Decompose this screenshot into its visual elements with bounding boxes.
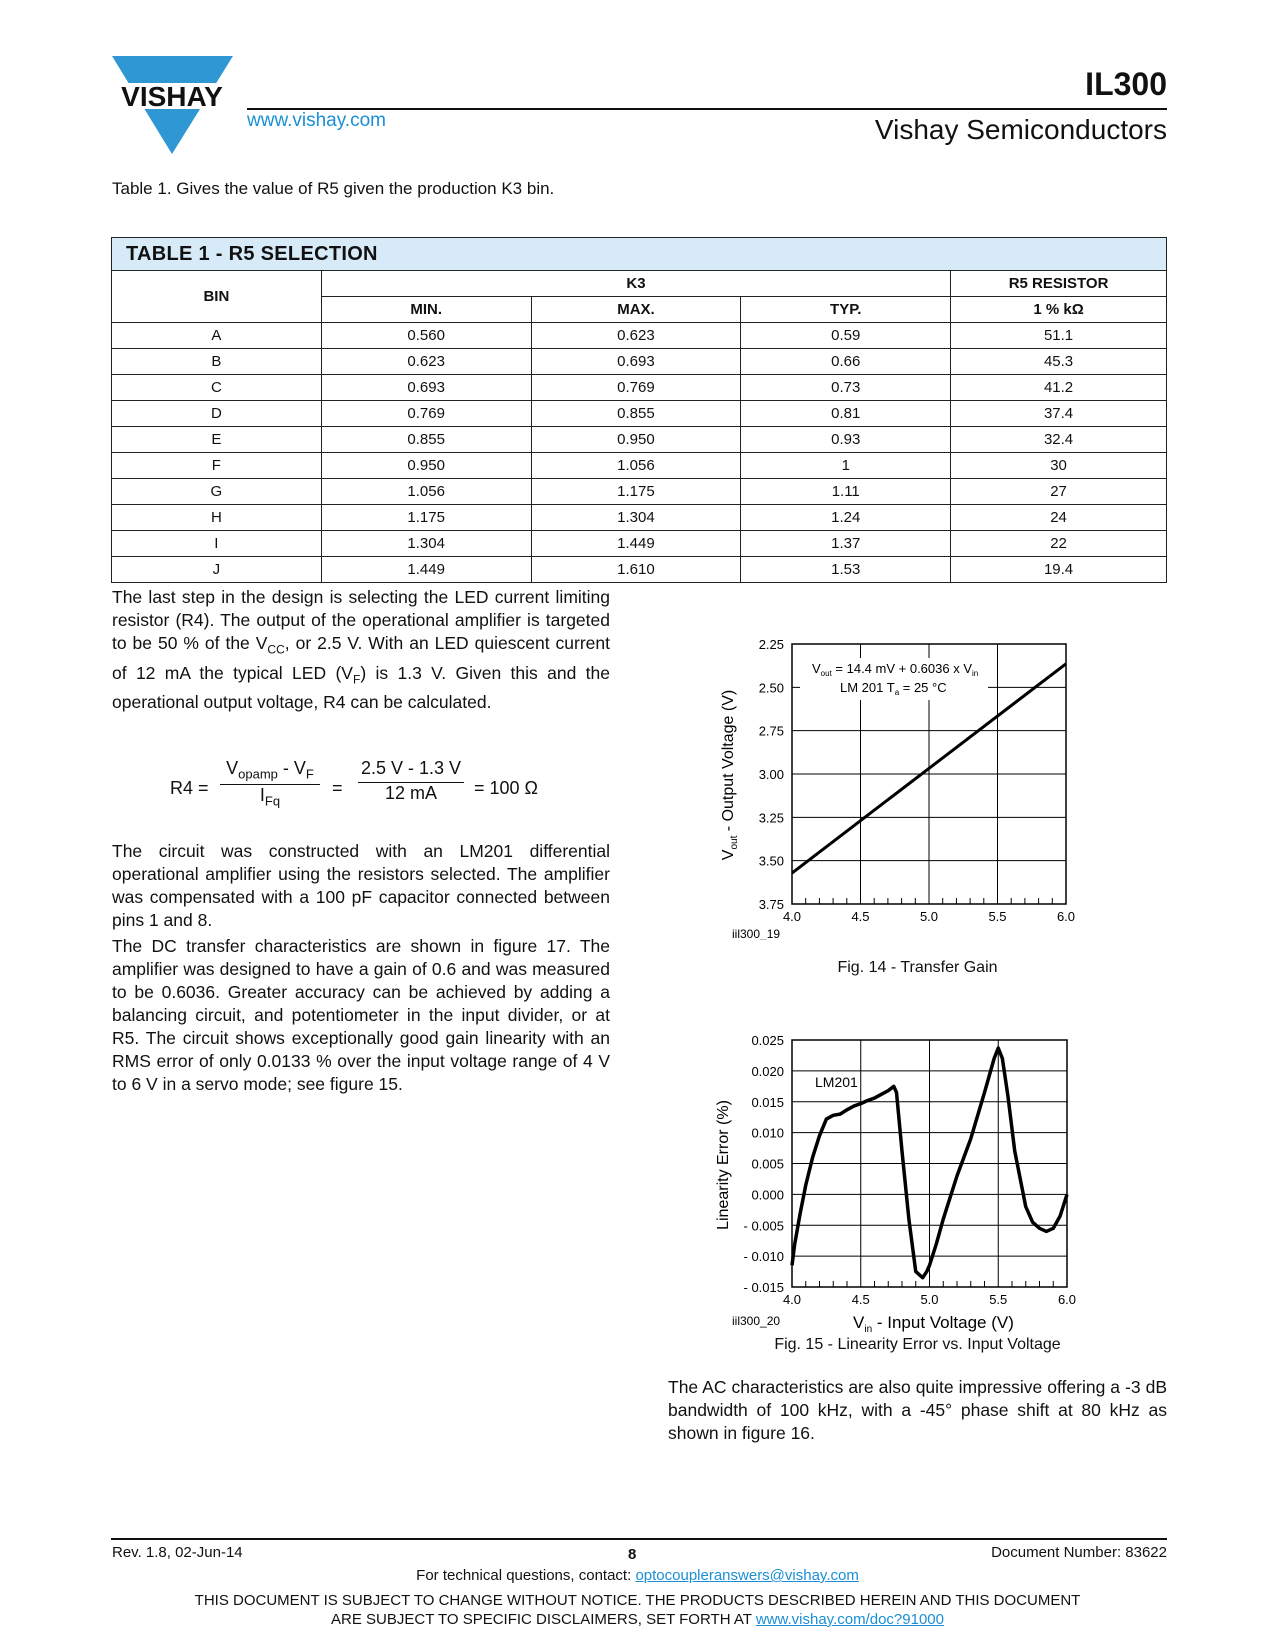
cell-max: 0.950 [531, 427, 741, 453]
r4-equation: R4 = $V_{opamp} - V_F$ $I_{Fq}$ = 2.5 V - 1.3 V 12 mA = 100 Ω [170, 758, 539, 809]
x-tick-label: 4.0 [782, 909, 802, 924]
cell-bin: J [112, 557, 322, 583]
fig15-caption: Fig. 15 - Linearity Error vs. Input Voltage [774, 1336, 1061, 1353]
vishay-logo-triangle-icon [110, 56, 235, 156]
y-tick-label: 0.005 [751, 1156, 784, 1172]
cell-min: 0.950 [321, 453, 531, 479]
cell-typ: 1.37 [741, 531, 951, 557]
cell-bin: A [112, 323, 322, 349]
fig15-y-axis-label: Linearity Error (%) [715, 1100, 732, 1230]
table-row [112, 375, 1167, 401]
table-row [112, 427, 1167, 453]
footer-contact: For technical questions, contact: optocoupleranswers@vishay.com [416, 1567, 859, 1584]
paragraph-ac-characteristics: The AC characteristics are also quite impressive offering a -3 dB bandwidth of 100 kHz, with a -45° phase shift at 80 kHz as shown in figure 16. [668, 1377, 1167, 1443]
table-row [112, 557, 1167, 583]
cell-bin: G [112, 479, 322, 505]
x-tick-label: 5.0 [920, 1292, 939, 1307]
cell-r5: 37.4 [951, 401, 1167, 427]
cell-r5: 27 [951, 479, 1167, 505]
cell-r5: 51.1 [951, 323, 1167, 349]
cell-bin: H [112, 505, 322, 531]
table-row [112, 323, 1167, 349]
fig15-chart [700, 1030, 1120, 1335]
cell-r5: 22 [951, 531, 1167, 557]
col-min: MIN. [321, 297, 531, 323]
footer-doc-number: Document Number: 83622 [991, 1544, 1167, 1561]
x-tick-label: 6.0 [1057, 1292, 1077, 1307]
y-tick-label: 2.25 [758, 637, 784, 652]
fig14-caption: Fig. 14 - Transfer Gain [837, 959, 998, 976]
fig14-y-axis-label: $V_{out}$ - Output Voltage (V) [720, 689, 740, 861]
fig15-x-axis-label: $V_{in}$ - Input Voltage (V) [853, 1313, 1014, 1335]
footer-disclaimer-2: ARE SUBJECT TO SPECIFIC DISCLAIMERS, SET FORTH AT www.vishay.com/doc?91000 [331, 1611, 944, 1628]
cell-bin: D [112, 401, 322, 427]
cell-bin: C [112, 375, 322, 401]
y-tick-label: 3.75 [758, 897, 784, 912]
cell-min: 0.855 [321, 427, 531, 453]
cell-max: 0.769 [531, 375, 741, 401]
cell-typ: 1.53 [741, 557, 951, 583]
footer-disclaimer-1: THIS DOCUMENT IS SUBJECT TO CHANGE WITHOUT NOTICE. THE PRODUCTS DESCRIBED HEREIN AND THIS DOCUMENT [194, 1592, 1081, 1609]
cell-min: 1.056 [321, 479, 531, 505]
y-tick-label: 0.015 [751, 1094, 784, 1110]
cell-r5: 19.4 [951, 557, 1167, 583]
col-k3: K3 [321, 271, 950, 297]
footer-rule [111, 1538, 1167, 1540]
paragraph-led-resistor: The last step in the design is selecting the LED current limiting resistor (R4). The output of the operational amplifier is targeted to be 50 % of the $V_{CC}$, or 2.5 V. With an LED quiescent current of 12 mA the typical LED $(V_F)$ is 1.3 V. Given this and the operational output voltage, R4 can be calculated. [112, 587, 610, 712]
cell-max: 0.693 [531, 349, 741, 375]
r5-selection-table [111, 237, 1167, 583]
cell-bin: E [112, 427, 322, 453]
table-row [112, 349, 1167, 375]
col-typ: TYP. [741, 297, 951, 323]
y-tick-label: 3.00 [758, 767, 784, 782]
cell-typ: 0.81 [741, 401, 951, 427]
x-tick-label: 5.5 [989, 1292, 1008, 1307]
x-tick-label: 5.5 [988, 909, 1007, 924]
col-unit: 1 % kΩ [951, 297, 1167, 323]
x-tick-label: 4.5 [851, 1292, 870, 1307]
cell-max: 1.304 [531, 505, 741, 531]
cell-min: 0.623 [321, 349, 531, 375]
y-tick-label: 3.25 [758, 810, 784, 826]
y-tick-label: 0.020 [751, 1063, 784, 1079]
fig14-chart [700, 630, 1100, 940]
y-tick-label: 0.010 [751, 1125, 784, 1141]
cell-typ: 0.59 [741, 323, 951, 349]
footer-page-number: 8 [628, 1546, 637, 1563]
cell-bin: B [112, 349, 322, 375]
footer-email-link[interactable]: optocoupleranswers@vishay.com [635, 1567, 859, 1584]
header-url-link[interactable]: www.vishay.com [247, 110, 387, 131]
cell-r5: 30 [951, 453, 1167, 479]
fig14-code: iil300_19 [732, 927, 781, 940]
cell-typ: 1.11 [741, 479, 951, 505]
table-row [112, 401, 1167, 427]
fig15-code: iil300_20 [732, 1314, 781, 1328]
table-row [112, 505, 1167, 531]
cell-max: 1.056 [531, 453, 741, 479]
y-tick-label: - 0.005 [743, 1218, 784, 1234]
company-name: Vishay Semiconductors [874, 114, 1167, 145]
intro-text: Table 1. Gives the value of R5 given the production K3 bin. [112, 179, 555, 198]
cell-r5: 41.2 [951, 375, 1167, 401]
fig14-annotation-condition: LM 201 $T_a = 25$ °C [840, 680, 947, 697]
cell-typ: 0.93 [741, 427, 951, 453]
cell-r5: 24 [951, 505, 1167, 531]
paragraph-dc-transfer: The DC transfer characteristics are shown in figure 17. The amplifier was designed to have a gain of 0.6 and was measured to be 0.6036. Greater accuracy can be achieved by adding a balancing circuit, and potentiometer in the input divider, or at R5. The circuit shows exceptionally good gain linearity with an RMS error of only 0.0133 % over the input voltage range of 4 V to 6 V in a servo mode; see figure 15. [112, 936, 610, 1094]
footer-revision: Rev. 1.8, 02-Jun-14 [112, 1544, 243, 1561]
logo-text: VISHAY [121, 81, 223, 112]
cell-min: 0.693 [321, 375, 531, 401]
y-tick-label: 2.50 [758, 680, 784, 696]
cell-min: 1.304 [321, 531, 531, 557]
x-tick-label: 4.5 [851, 909, 870, 924]
cell-typ: 0.66 [741, 349, 951, 375]
cell-max: 1.449 [531, 531, 741, 557]
cell-bin: I [112, 531, 322, 557]
cell-typ: 1.24 [741, 505, 951, 531]
paragraph-circuit: The circuit was constructed with an LM201 differential operational amplifier using the resistors selected. The amplifier was compensated with a 100 pF capacitor connected between pins 1 and 8. [112, 841, 610, 930]
y-tick-label: - 0.015 [743, 1280, 784, 1295]
cell-typ: 1 [741, 453, 951, 479]
y-tick-label: 0.000 [751, 1187, 784, 1203]
col-bin: BIN [112, 271, 322, 323]
part-number: IL300 [1085, 66, 1167, 102]
table-row [112, 453, 1167, 479]
cell-min: 0.769 [321, 401, 531, 427]
col-r5: R5 RESISTOR [951, 271, 1167, 297]
col-max: MAX. [531, 297, 741, 323]
cell-max: 0.855 [531, 401, 741, 427]
vishay-logo [110, 56, 235, 156]
x-tick-label: 6.0 [1056, 909, 1076, 924]
cell-max: 1.610 [531, 557, 741, 583]
y-tick-label: 3.50 [758, 853, 784, 869]
y-tick-label: 2.75 [758, 723, 784, 739]
cell-min: 1.175 [321, 505, 531, 531]
footer-disclaimer-link[interactable]: www.vishay.com/doc?91000 [755, 1611, 944, 1628]
cell-bin: F [112, 453, 322, 479]
cell-max: 0.623 [531, 323, 741, 349]
table-row [112, 531, 1167, 557]
cell-typ: 0.73 [741, 375, 951, 401]
cell-r5: 45.3 [951, 349, 1167, 375]
cell-max: 1.175 [531, 479, 741, 505]
cell-min: 0.560 [321, 323, 531, 349]
fig14-annotation-formula: $V_{out} = 14.4$ mV + 0.6036 x $V_{in}$ [812, 661, 979, 678]
x-tick-label: 4.0 [782, 1292, 802, 1307]
table-title: TABLE 1 - R5 SELECTION [112, 238, 1167, 271]
fig15-annotation: LM201 [815, 1074, 858, 1090]
y-tick-label: - 0.010 [743, 1249, 784, 1265]
cell-r5: 32.4 [951, 427, 1167, 453]
y-tick-label: 0.025 [751, 1033, 784, 1048]
cell-min: 1.449 [321, 557, 531, 583]
table-row [112, 479, 1167, 505]
x-tick-label: 5.0 [919, 909, 939, 924]
